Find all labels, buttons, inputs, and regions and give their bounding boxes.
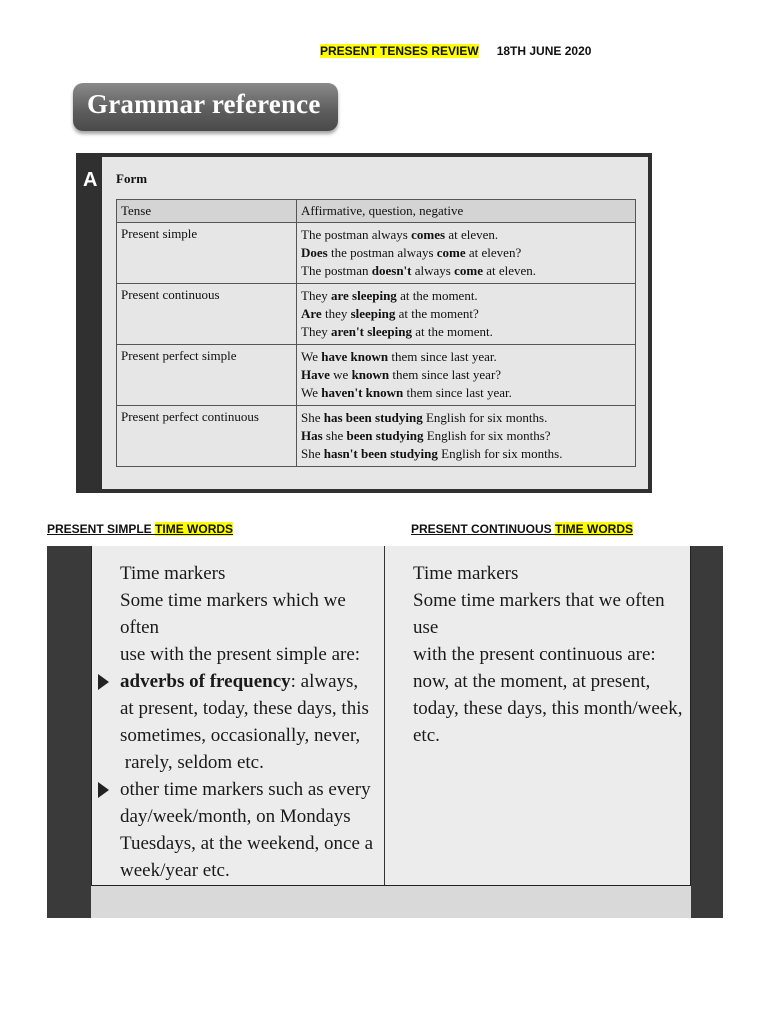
sentence-text: at eleven. xyxy=(445,227,499,242)
grammar-table-scan xyxy=(76,153,652,493)
sentence-text: We xyxy=(301,349,322,364)
example-sentence xyxy=(301,305,631,323)
table-row xyxy=(117,406,636,467)
sentence-text: They xyxy=(301,288,331,303)
tense-form-table xyxy=(116,199,636,467)
table-row xyxy=(117,223,636,284)
example-sentence xyxy=(301,262,631,280)
verb-form: Have xyxy=(301,367,330,382)
bullet-2-line-4: week/year etc. xyxy=(120,860,230,881)
tense-examples xyxy=(297,284,636,345)
bullet-2-line-1: other time markers such as every xyxy=(120,779,371,800)
bullet-2-line-3: Tuesdays, at the weekend, once a xyxy=(120,833,374,854)
sentence-text: always xyxy=(411,263,455,278)
sentence-text: English for six months. xyxy=(437,446,563,461)
example-sentence xyxy=(301,409,631,427)
table-row xyxy=(117,284,636,345)
table-row xyxy=(117,345,636,406)
sentence-text: at the moment. xyxy=(396,288,478,303)
header-tense: Tense xyxy=(117,200,297,223)
sentence-text: the postman always xyxy=(327,245,437,260)
sentence-text: at the moment? xyxy=(395,306,479,321)
bullet-1-bold: adverbs of frequency xyxy=(120,671,291,692)
sentence-text: English for six months? xyxy=(423,428,551,443)
present-simple-heading-prefix: PRESENT SIMPLE xyxy=(47,522,156,536)
bullet-2-line-2: day/week/month, on Mondays xyxy=(120,806,351,827)
example-sentence xyxy=(301,445,631,463)
example-sentence xyxy=(301,348,631,366)
sentence-text: The postman xyxy=(301,263,372,278)
sentence-text: them since last year. xyxy=(403,385,512,400)
verb-form: come xyxy=(454,263,483,278)
tense-name: Present continuous xyxy=(117,284,297,345)
sentence-text: them since last year. xyxy=(388,349,497,364)
grammar-reference-banner xyxy=(73,83,338,131)
right-line-2: with the present continuous are: xyxy=(413,644,656,665)
verb-form: doesn't xyxy=(371,263,412,278)
table-header-row xyxy=(117,200,636,223)
bullet-arrow-icon xyxy=(98,674,109,690)
sentence-text: them since last year? xyxy=(389,367,502,382)
present-simple-heading xyxy=(47,522,233,536)
left-title: Time markers xyxy=(120,563,226,584)
header-date: 18TH JUNE 2020 xyxy=(496,44,592,58)
bullet-1-line-3: rarely, seldom etc. xyxy=(120,752,264,773)
sentence-text: at the moment. xyxy=(411,324,493,339)
tense-examples xyxy=(297,406,636,467)
banner-title: Grammar reference xyxy=(87,89,321,119)
column-divider xyxy=(384,546,385,885)
time-markers-scan xyxy=(47,546,723,918)
verb-form: been studying xyxy=(346,428,424,443)
sentence-text: They xyxy=(301,324,331,339)
bullet-1 xyxy=(120,668,382,695)
present-continuous-heading-highlight: TIME WORDS xyxy=(555,522,634,536)
present-simple-time-markers xyxy=(120,560,382,884)
tense-name: Present perfect simple xyxy=(117,345,297,406)
example-sentence xyxy=(301,287,631,305)
left-intro-2: use with the present simple are: xyxy=(120,644,361,665)
sentence-text: English for six months. xyxy=(422,410,548,425)
tense-examples xyxy=(297,223,636,284)
verb-form: known xyxy=(351,367,390,382)
sentence-text: at eleven. xyxy=(482,263,537,278)
bullet-1-rest: : always, xyxy=(290,671,359,692)
right-line-5: etc. xyxy=(413,725,440,746)
present-continuous-heading xyxy=(411,522,633,536)
example-sentence xyxy=(301,244,631,262)
verb-form: hasn't been studying xyxy=(323,446,438,461)
verb-form: sleeping xyxy=(350,306,396,321)
sentence-text: We xyxy=(301,385,322,400)
example-sentence xyxy=(301,323,631,341)
verb-form: comes xyxy=(411,227,446,242)
left-intro-1: Some time markers which we often xyxy=(120,590,346,638)
example-sentence xyxy=(301,384,631,402)
time-markers-box xyxy=(91,546,691,886)
sentence-text: she xyxy=(322,428,347,443)
tense-name: Present simple xyxy=(117,223,297,284)
right-line-1: Some time markers that we often use xyxy=(413,590,665,638)
bullet-arrow-icon xyxy=(98,782,109,798)
sentence-text: She xyxy=(301,446,324,461)
tense-name: Present perfect continuous xyxy=(117,406,297,467)
verb-form: have known xyxy=(321,349,389,364)
section-side-bar xyxy=(76,157,102,493)
verb-form: aren't sleeping xyxy=(330,324,412,339)
sentence-text: at eleven? xyxy=(465,245,522,260)
present-simple-heading-highlight: TIME WORDS xyxy=(155,522,234,536)
section-letter: A xyxy=(83,169,98,191)
header-title: PRESENT TENSES REVIEW xyxy=(320,44,479,58)
bullet-2 xyxy=(120,776,382,803)
right-title: Time markers xyxy=(413,563,519,584)
sentence-text: The postman always xyxy=(301,227,412,242)
section-label: Form xyxy=(116,171,148,186)
bullet-1-line-1: at present, today, these days, this xyxy=(120,698,369,719)
header-forms: Affirmative, question, negative xyxy=(297,200,636,223)
verb-form: are sleeping xyxy=(330,288,397,303)
verb-form: haven't known xyxy=(321,385,404,400)
right-line-3: now, at the moment, at present, xyxy=(413,671,651,692)
example-sentence xyxy=(301,226,631,244)
verb-form: Has xyxy=(301,428,323,443)
present-continuous-heading-prefix: PRESENT CONTINUOUS xyxy=(411,522,556,536)
verb-form: has been studying xyxy=(323,410,423,425)
tense-examples xyxy=(297,345,636,406)
sentence-text: She xyxy=(301,410,324,425)
scan-bottom-band xyxy=(91,886,691,918)
present-continuous-time-markers xyxy=(413,560,683,749)
verb-form: come xyxy=(436,245,466,260)
verb-form: Are xyxy=(301,306,322,321)
page-header xyxy=(320,44,591,58)
right-line-4: today, these days, this month/week, xyxy=(413,698,683,719)
example-sentence xyxy=(301,366,631,384)
bullet-1-line-2: sometimes, occasionally, never, xyxy=(120,725,361,746)
sentence-text: we xyxy=(329,367,352,382)
sentence-text: they xyxy=(321,306,351,321)
verb-form: Does xyxy=(301,245,328,260)
example-sentence xyxy=(301,427,631,445)
